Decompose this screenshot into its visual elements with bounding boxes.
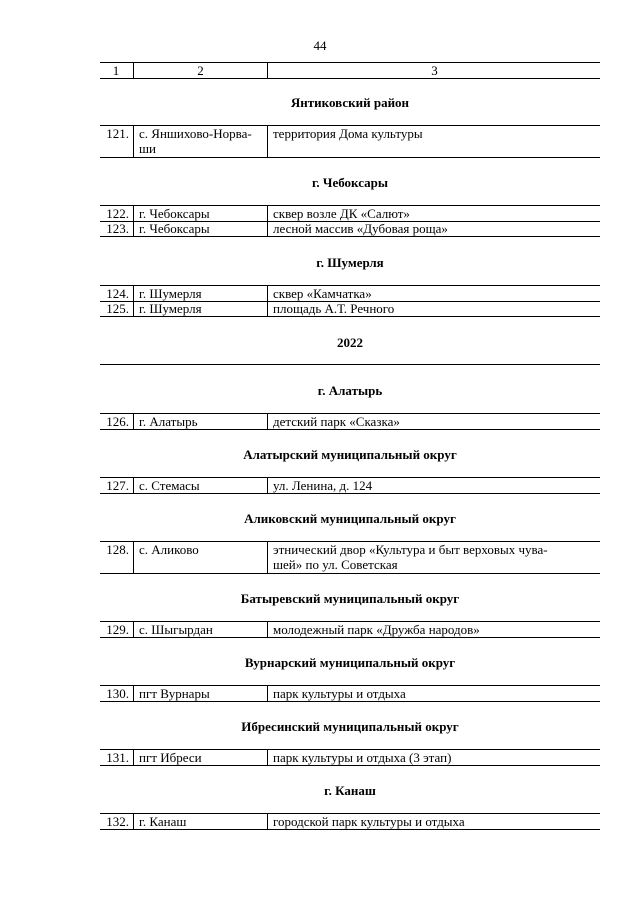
table-row (100, 205, 600, 222)
row-object: площадь А.Т. Речного (267, 301, 600, 316)
locality-line-2: ши (139, 141, 156, 156)
table-row (100, 813, 600, 830)
row-number: 132. (106, 814, 129, 829)
section-heading: Ибресинский муниципальный округ (241, 719, 459, 734)
row-locality: г. Чебоксары (133, 206, 266, 221)
year-heading: 2022 (337, 335, 363, 350)
row-locality: с. Стемасы (133, 478, 266, 493)
row-locality: пгт Ибреси (133, 750, 266, 765)
section-heading: Янтиковский район (290, 95, 410, 110)
row-number: 125. (106, 301, 129, 316)
row-number: 129. (106, 622, 129, 637)
table-row (100, 285, 600, 302)
row-number: 121. (106, 126, 129, 141)
section-heading: г. Канаш (324, 783, 376, 798)
row-object: территория Дома культуры (267, 126, 600, 157)
table-row (100, 413, 600, 430)
locality-line-1 (139, 126, 263, 141)
section-heading: Батыревский муниципальный округ (240, 591, 460, 606)
row-number: 122. (106, 206, 129, 221)
row-locality: с. Шыгырдан (133, 622, 266, 637)
section-heading: г. Чебоксары (311, 175, 389, 190)
row-number: 127. (106, 478, 129, 493)
section-heading: г. Шумерля (316, 255, 384, 270)
row-object: сквер «Камчатка» (267, 286, 600, 301)
row-number: 126. (106, 414, 129, 429)
row-number: 124. (106, 286, 129, 301)
table-row (100, 301, 600, 317)
section-heading: Вурнарский муниципальный округ (244, 655, 456, 670)
row-object: городской парк культуры и отдыха (267, 814, 600, 829)
table-row (100, 749, 600, 766)
row-locality (133, 126, 266, 157)
row-locality: г. Чебоксары (133, 221, 266, 236)
column-number-3: 3 (267, 63, 601, 78)
row-object: сквер возле ДК «Салют» (267, 206, 600, 221)
row-object: ул. Ленина, д. 124 (267, 478, 600, 493)
row-object: лесной массив «Дубовая роща» (267, 221, 600, 236)
column-number-2: 2 (133, 63, 267, 78)
row-locality: г. Шумерля (133, 301, 266, 316)
table-row (100, 125, 600, 158)
row-number: 128. (106, 542, 129, 557)
section-heading: г. Алатырь (317, 383, 383, 398)
page-number: 44 (313, 38, 327, 53)
table-row (100, 221, 600, 237)
row-locality: с. Аликово (133, 542, 266, 573)
table-row (100, 541, 600, 574)
row-locality: г. Канаш (133, 814, 266, 829)
row-number: 123. (106, 221, 129, 236)
row-object: детский парк «Сказка» (267, 414, 600, 429)
row-locality: пгт Вурнары (133, 686, 266, 701)
year-divider (100, 364, 600, 365)
table-row (100, 477, 600, 494)
row-number: 131. (106, 750, 129, 765)
object-line-1: этнический двор «Культура и быт верховых чува- (273, 542, 548, 557)
row-object: молодежный парк «Дружба народов» (267, 622, 600, 637)
section-heading: Аликовский муниципальный округ (244, 511, 456, 526)
row-locality: г. Алатырь (133, 414, 266, 429)
row-object (267, 542, 600, 573)
row-number: 130. (106, 686, 129, 701)
locality-text-1: с. Яншихово-Норва- (139, 126, 252, 141)
section-heading: Алатырский муниципальный округ (243, 447, 457, 462)
row-object: парк культуры и отдыха (267, 686, 600, 701)
row-object: парк культуры и отдыха (3 этап) (267, 750, 600, 765)
column-number-1: 1 (112, 63, 120, 78)
table-row (100, 621, 600, 638)
row-locality: г. Шумерля (133, 286, 266, 301)
object-line-2: шей» по ул. Советская (273, 557, 398, 572)
table-column-header (100, 62, 600, 79)
table-row (100, 685, 600, 702)
